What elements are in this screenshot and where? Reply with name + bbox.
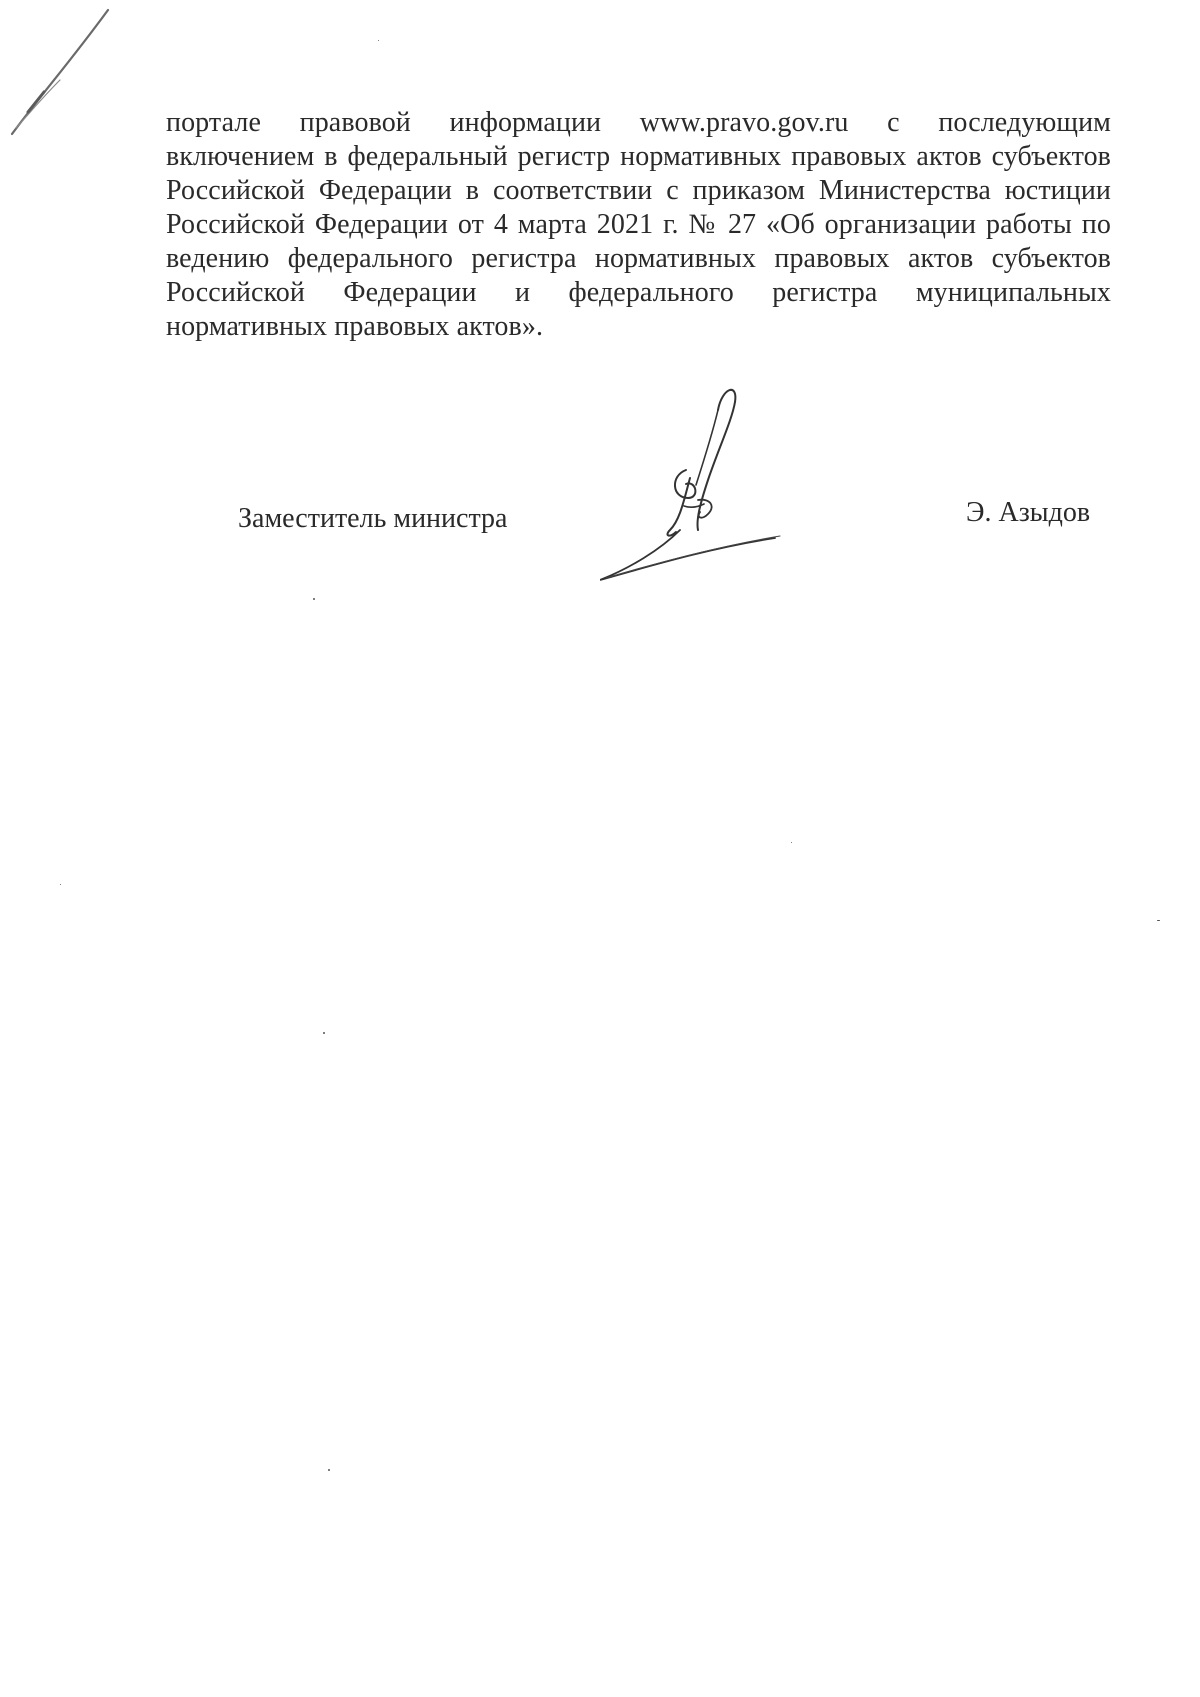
scan-edge-mark-icon: [0, 0, 120, 140]
paragraph-line: ведению федерального регистра нормативных правовых актов субъектов: [166, 243, 1111, 274]
paragraph-line: включением в федеральный регистр нормативных правовых актов субъектов: [166, 141, 1111, 172]
paragraph-line: нормативных правовых актов».: [166, 311, 544, 342]
paragraph-line: Российской Федерации и федерального регистра муниципальных: [166, 277, 1111, 308]
scan-speck: [60, 884, 61, 885]
paragraph-line: портале правовой информации www.pravo.gov.ru с последующим: [166, 107, 1111, 138]
scan-speck: [378, 40, 379, 41]
handwritten-signature-icon: [600, 380, 790, 590]
scan-speck: [791, 842, 792, 843]
scan-speck: [1157, 920, 1160, 921]
scan-speck: [323, 1032, 325, 1034]
signatory-name: Э. Азыдов: [966, 497, 1091, 528]
body-paragraph: [166, 106, 1111, 344]
paragraph-line: Российской Федерации от 4 марта 2021 г. № 27 «Об организации работы по: [166, 209, 1111, 240]
scan-speck: [313, 598, 315, 600]
signatory-position: Заместитель министра: [238, 503, 508, 534]
scan-speck: [328, 1469, 330, 1471]
paragraph-line: Российской Федерации в соответствии с приказом Министерства юстиции: [166, 175, 1111, 206]
